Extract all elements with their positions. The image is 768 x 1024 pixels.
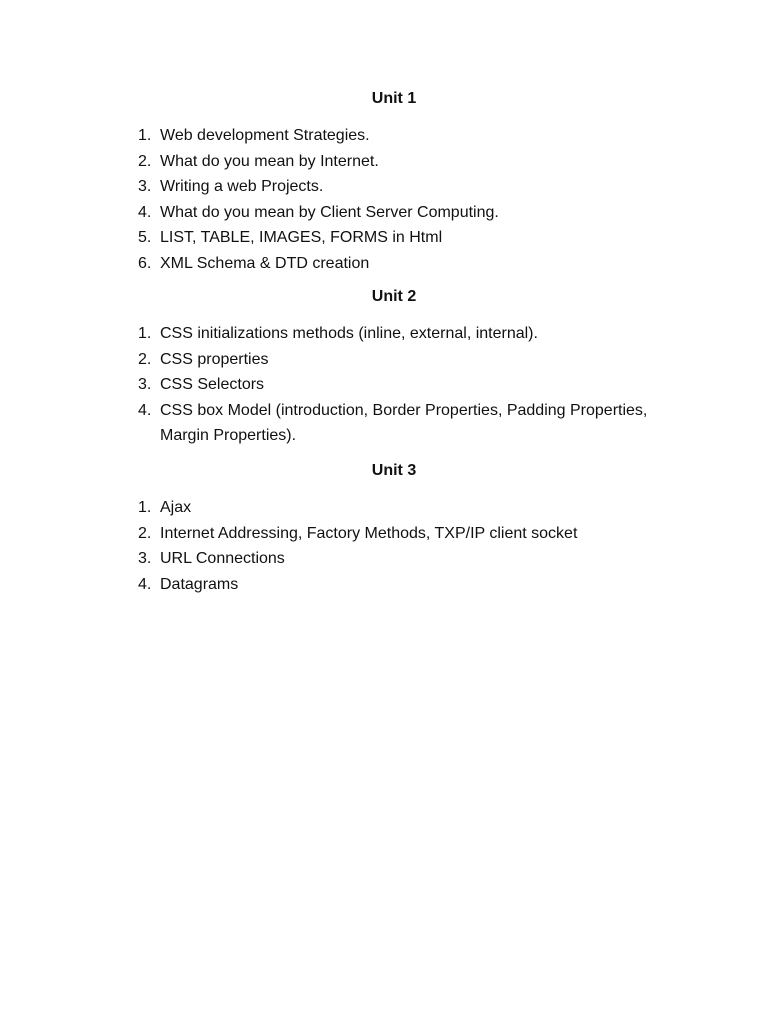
- item-text: CSS box Model (introduction, Border Properties, Padding Properties, Margin Properties).: [160, 401, 648, 445]
- item-text: CSS Selectors: [160, 376, 265, 394]
- item-number: 1.: [138, 499, 152, 516]
- unit-heading: Unit 1: [371, 90, 417, 107]
- list-item: [138, 372, 658, 398]
- item-text: What do you mean by Internet.: [160, 152, 379, 170]
- item-number: 3.: [138, 376, 152, 394]
- item-number: 4.: [138, 575, 152, 593]
- item-number: 4.: [138, 401, 152, 419]
- unit-2-section: [138, 287, 658, 445]
- item-text: Ajax: [160, 499, 192, 516]
- item-number: 3.: [138, 550, 152, 568]
- item-number: 4.: [138, 203, 152, 221]
- topic-list: [138, 123, 658, 277]
- list-item: [138, 123, 658, 149]
- item-text: XML Schema & DTD creation: [160, 254, 370, 272]
- item-text: CSS initializations methods (inline, external, internal).: [160, 325, 538, 342]
- item-text: CSS properties: [160, 350, 269, 368]
- list-item: [138, 521, 658, 547]
- list-item: [138, 398, 658, 449]
- list-item: [138, 572, 658, 598]
- list-item: [138, 347, 658, 373]
- topic-list: [138, 495, 658, 597]
- item-number: 2.: [138, 524, 152, 542]
- item-text: Internet Addressing, Factory Methods, TXP/IP client socket: [160, 524, 578, 542]
- item-number: 1.: [138, 127, 152, 144]
- list-item: [138, 174, 658, 200]
- item-text: URL Connections: [160, 550, 285, 568]
- item-number: 5.: [138, 229, 152, 247]
- list-item: [138, 321, 658, 347]
- unit-1-section: [138, 89, 658, 272]
- item-number: 2.: [138, 152, 152, 170]
- unit-heading: Unit 3: [371, 462, 417, 479]
- list-item: [138, 149, 658, 175]
- item-number: 2.: [138, 350, 152, 368]
- unit-heading: Unit 2: [371, 288, 417, 305]
- topic-list: [138, 321, 658, 449]
- item-text: Writing a web Projects.: [160, 178, 324, 196]
- list-item: [138, 546, 658, 572]
- item-number: 3.: [138, 178, 152, 196]
- item-text: Web development Strategies.: [160, 127, 370, 144]
- item-text: LIST, TABLE, IMAGES, FORMS in Html: [160, 229, 443, 247]
- list-item: [138, 495, 658, 521]
- item-text: Datagrams: [160, 575, 239, 593]
- unit-3-section: [138, 461, 658, 593]
- item-number: 6.: [138, 254, 152, 272]
- list-item: [138, 251, 658, 277]
- item-number: 1.: [138, 325, 152, 342]
- list-item: [138, 200, 658, 226]
- item-text: What do you mean by Client Server Computing.: [160, 203, 499, 221]
- list-item: [138, 225, 658, 251]
